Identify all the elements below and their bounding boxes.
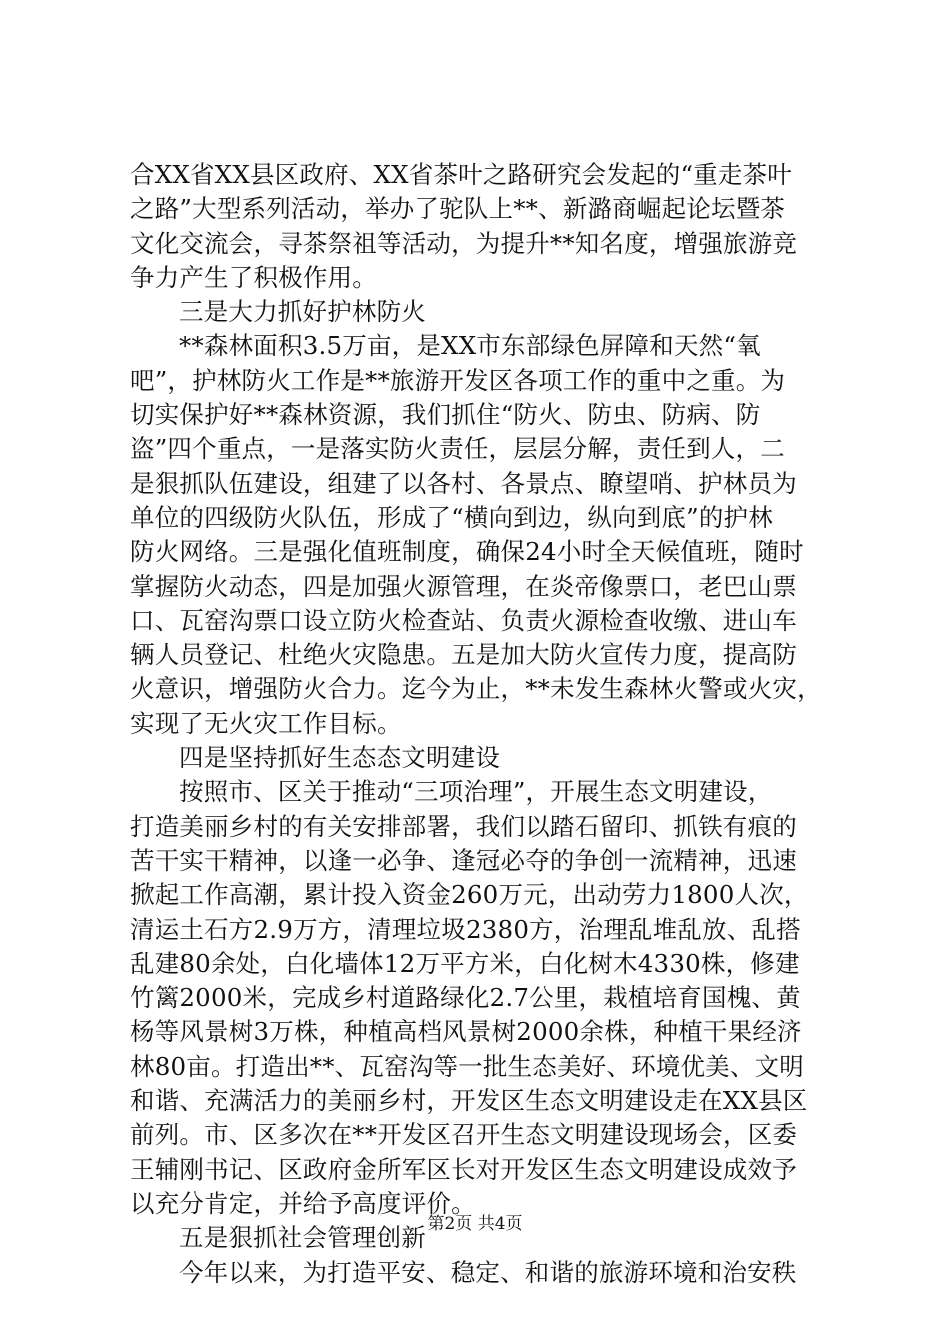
text-line: 打造美丽乡村的有关安排部署，我们以踏石留印、抓铁有痕的 xyxy=(130,811,797,841)
text-line: 按照市、区关于推动“三项治理”，开展生态文明建设， xyxy=(179,777,773,807)
text-line: 切实保护好**森林资源，我们抓住“防火、防虫、防病、防 xyxy=(130,400,761,430)
text-line: 单位的四级防火队伍，形成了“横向到边，纵向到底”的护林 xyxy=(130,502,773,532)
text-line: 以充分肯定，并给予高度评价。 xyxy=(130,1188,476,1218)
text-line: 文化交流会，寻茶祭祖等活动，为提升**知名度，增强旅游竞 xyxy=(130,228,798,258)
text-line: 是狠抓队伍建设，组建了以各村、各景点、瞭望哨、护林员为 xyxy=(130,468,797,498)
text-line: 前列。市、区多次在**开发区召开生态文明建设现场会，区委 xyxy=(130,1120,798,1150)
text-line: 今年以来，为打造平安、稳定、和谐的旅游环境和治安秩 xyxy=(179,1257,797,1287)
text-line: 三是大力抓好护林防火 xyxy=(179,297,426,327)
text-line: 和谐、充满活力的美丽乡村，开发区生态文明建设走在XX县区 xyxy=(130,1086,808,1116)
text-line: 火意识，增强防火合力。迄今为止，**未发生森林火警或火灾， xyxy=(130,674,822,704)
text-line: 实现了无火灾工作目标。 xyxy=(130,708,402,738)
text-line: 掌握防火动态，四是加强火源管理，在炎帝像票口，老巴山票 xyxy=(130,571,797,601)
document-body xyxy=(130,158,830,1290)
text-line: 掀起工作高潮，累计投入资金260万元，出动劳力1800人次， xyxy=(130,880,809,910)
text-line: 苦干实干精神，以逢一必争、逢冠必夺的争创一流精神，迅速 xyxy=(130,845,797,875)
text-line: **森林面积3.5万亩，是XX市东部绿色屏障和天然“氧 xyxy=(179,331,761,361)
text-line: 口、瓦窑沟票口设立防火检查站、负责火源检查收缴、进山车 xyxy=(130,605,797,635)
text-line: 五是狠抓社会管理创新 xyxy=(179,1223,426,1253)
text-line: 林80亩。打造出**、瓦窑沟等一批生态美好、环境优美、文明 xyxy=(130,1051,804,1081)
text-line: 乱建80余处，白化墙体12万平方米，白化树木4330株，修建 xyxy=(130,948,800,978)
text-line: 王辅刚书记、区政府金所军区长对开发区生态文明建设成效予 xyxy=(130,1154,797,1184)
text-line: 辆人员登记、杜绝火灾隐患。五是加大防火宣传力度，提高防 xyxy=(130,640,797,670)
text-line: 四是坚持抓好生态态文明建设 xyxy=(179,743,501,773)
text-line: 竹篱2000米，完成乡村道路绿化2.7公里，栽植培育国槐、黄 xyxy=(130,983,801,1013)
text-line: 之路”大型系列活动，举办了驼队上**、新潞商崛起论坛暨茶 xyxy=(130,194,786,224)
text-line: 争力产生了积极作用。 xyxy=(130,262,377,292)
text-line: 清运土石方2.9万方，清理垃圾2380方，治理乱堆乱放、乱搭 xyxy=(130,914,801,944)
text-line: 合XX省XX县区政府、XX省茶叶之路研究会发起的“重走茶叶 xyxy=(130,160,792,189)
text-line: 防火网络。三是强化值班制度，确保24小时全天候值班，随时 xyxy=(130,537,804,567)
page-footer: 第2页 共4页 xyxy=(427,1214,523,1234)
text-line: 盗”四个重点，一是落实防火责任，层层分解，责任到人，二 xyxy=(130,434,785,464)
text-line: 杨等风景树3万株，种植高档风景树2000余株，种植干果经济 xyxy=(130,1017,802,1047)
text-line: 吧”，护林防火工作是**旅游开发区各项工作的重中之重。为 xyxy=(130,365,786,395)
